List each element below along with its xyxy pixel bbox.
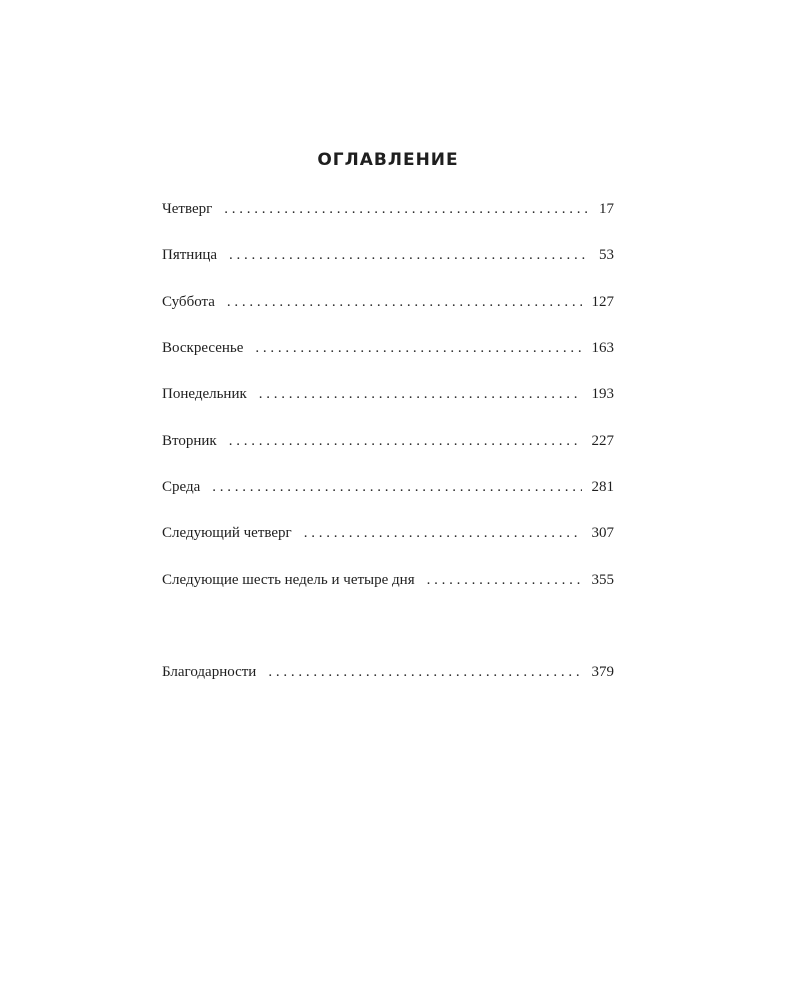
toc-entry-page: 193 xyxy=(591,386,614,402)
dot-leader xyxy=(304,525,582,542)
toc-entry-label: Суббота xyxy=(162,294,215,310)
toc-entry-thursday xyxy=(162,201,614,223)
toc-entry-label: Следующие шесть недель и четыре дня xyxy=(162,572,415,588)
dot-leader xyxy=(268,664,581,681)
dot-leader xyxy=(427,572,582,589)
dot-leader xyxy=(229,247,589,264)
toc-entry-monday xyxy=(162,386,614,408)
toc-entry-label: Воскресенье xyxy=(162,340,244,356)
toc-entry-page: 379 xyxy=(591,664,614,680)
toc-entry-page: 17 xyxy=(599,201,614,217)
toc-entry-label: Благодарности xyxy=(162,664,257,680)
toc-entry-tuesday xyxy=(162,433,614,455)
toc-entry-wednesday xyxy=(162,479,614,501)
dot-leader xyxy=(227,294,582,311)
toc-entry-page: 355 xyxy=(591,572,614,588)
toc-entry-label: Понедельник xyxy=(162,386,247,402)
toc-entry-page: 127 xyxy=(591,294,614,310)
dot-leader xyxy=(212,479,581,496)
toc-entry-label: Вторник xyxy=(162,433,217,449)
toc-entry-page: 307 xyxy=(591,525,614,541)
toc-entry-next-thursday xyxy=(162,525,614,547)
dot-leader xyxy=(255,340,581,357)
toc-entry-page: 163 xyxy=(591,340,614,356)
toc-entry-label: Четверг xyxy=(162,201,213,217)
toc-title: ОГЛАВЛЕНИЕ xyxy=(317,150,459,170)
toc-entry-page: 53 xyxy=(599,247,614,263)
toc-entry-next-six-weeks xyxy=(162,572,614,594)
toc-entry-page: 227 xyxy=(591,433,614,449)
dot-leader xyxy=(229,433,582,450)
toc-entry-label: Пятница xyxy=(162,247,218,263)
dot-leader xyxy=(224,201,589,218)
toc-entry-acknowledgements xyxy=(162,664,614,686)
toc-entry-page: 281 xyxy=(591,479,614,495)
toc-entry-label: Следующий четверг xyxy=(162,525,292,541)
toc-entry-friday xyxy=(162,247,614,269)
dot-leader xyxy=(259,386,582,403)
toc-entry-sunday xyxy=(162,340,614,362)
toc-entry-saturday xyxy=(162,294,614,316)
toc-entry-label: Среда xyxy=(162,479,201,495)
